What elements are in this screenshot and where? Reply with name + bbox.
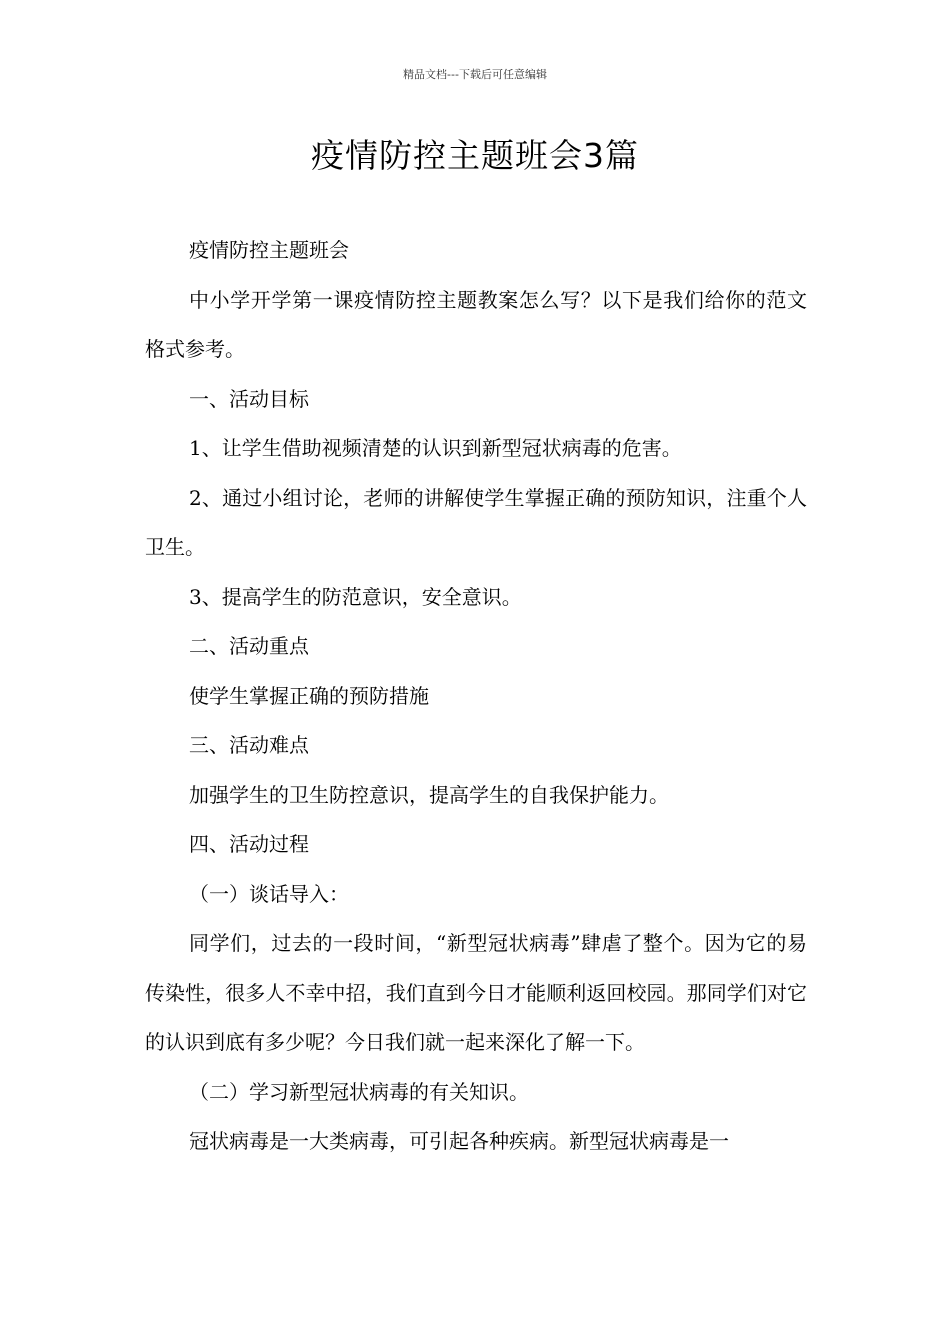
section-heading-process: 四、活动过程 — [189, 832, 309, 856]
paragraph-subtitle: 疫情防控主题班会 — [189, 238, 349, 262]
paragraph-goal-1: 1、让学生借助视频清楚的认识到新型冠状病毒的危害。 — [189, 436, 682, 460]
paragraph-goal-2: 2、通过小组讨论，老师的讲解使学生掌握正确的预防知识，注重个人卫生。 — [145, 485, 807, 559]
paragraph-difficulty: 加强学生的卫生防控意识，提高学生的自我保护能力。 — [189, 782, 669, 807]
document-body — [145, 226, 807, 1167]
paragraph-intro: 中小学开学第一课疫情防控主题教案怎么写？以下是我们给你的范文格式参考。 — [145, 287, 807, 361]
subsection-heading-knowledge: （二）学习新型冠状病毒的有关知识。 — [189, 1079, 529, 1104]
section-heading-difficulty: 三、活动难点 — [189, 733, 309, 757]
section-heading-focus: 二、活动重点 — [189, 634, 309, 658]
paragraph-goal-3: 3、提高学生的防范意识，安全意识。 — [189, 584, 522, 609]
section-heading-goals: 一、活动目标 — [189, 386, 309, 411]
paragraph-intro-talk: 同学们，过去的一段时间，“新型冠状病毒”肆虐了整个。因为它的易传染性，很多人不幸中招，我们直到今日才能顺利返回校园。那同学们对它的认识到底有多少呢？今日我们就一起来深化了解一下。 — [145, 931, 807, 1054]
paragraph-knowledge: 冠状病毒是一大类病毒，可引起各种疾病。新型冠状病毒是一 — [189, 1129, 729, 1153]
subsection-heading-intro-talk: （一）谈话导入： — [189, 881, 349, 906]
paragraph-focus: 使学生掌握正确的预防措施 — [189, 683, 429, 708]
document-title: 疫情防控主题班会3篇 — [311, 136, 639, 175]
header-note: 精品文档---下载后可任意编辑 — [403, 68, 547, 81]
